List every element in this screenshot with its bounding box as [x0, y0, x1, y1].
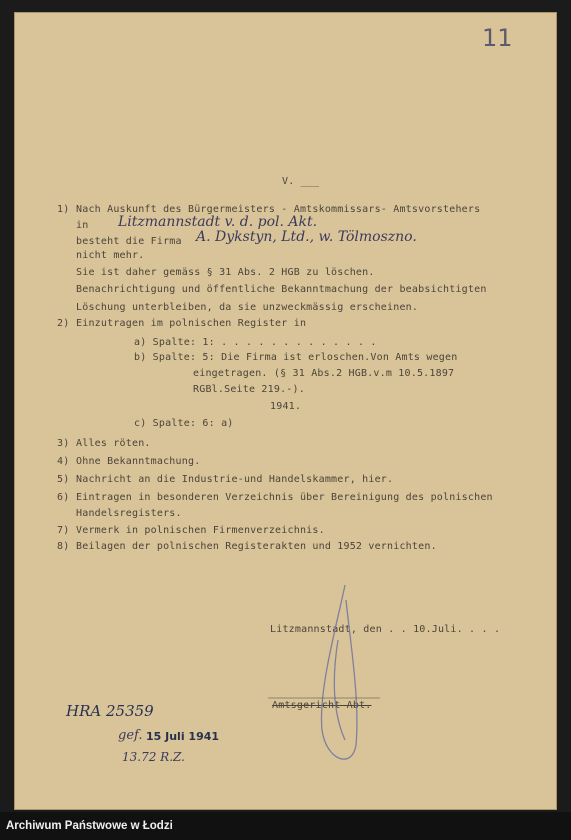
stamp-note: 13.72 R.Z. [122, 750, 185, 764]
line-number: 3) [57, 438, 70, 449]
stamp-initials: gef. [118, 728, 143, 743]
place-date: Litzmannstadt, den . . 10.Juli. . . . [270, 624, 501, 635]
stamp-reference: HRA 25359 [66, 702, 154, 720]
typed-line: Vermerk in polnischen Firmenverzeichnis. [76, 525, 325, 536]
typed-line: Alles röten. [76, 438, 151, 449]
typed-line: Einzutragen im polnischen Register in [76, 318, 307, 329]
typed-line: Löschung unterbleiben, da sie unzweckmässig erscheinen. [76, 302, 419, 313]
typed-line: Eintragen in besonderen Verzeichnis über Bereinigung des polnischen [76, 492, 493, 503]
archive-footer [0, 812, 571, 840]
line-number: 2) [57, 318, 70, 329]
typed-line: Beilagen der polnischen Registerakten und 1952 vernichten. [76, 541, 437, 552]
typed-line: b) Spalte: 5: Die Firma ist erloschen.Von Amts wegen [134, 352, 458, 363]
typed-line: Ohne Bekanntmachung. [76, 456, 201, 467]
header-mark: V. ___ [282, 176, 320, 187]
typed-line: besteht die Firma [76, 236, 182, 247]
handwritten-city: Litzmannstadt v. d. pol. Akt. [118, 214, 318, 230]
line-number: 8) [57, 541, 70, 552]
typed-line: RGBl.Seite 219.-). [193, 384, 305, 395]
typed-line: in [76, 220, 89, 231]
stamp-date: 15 Juli 1941 [146, 730, 220, 743]
typed-line: Nachricht an die Industrie-und Handelskammer, hier. [76, 474, 394, 485]
typed-line: eingetragen. (§ 31 Abs.2 HGB.v.m 10.5.1897 [193, 368, 455, 379]
typed-line: nicht mehr. [76, 250, 145, 261]
line-number: 7) [57, 525, 70, 536]
line-number: 6) [57, 492, 70, 503]
line-number: 1) [57, 204, 70, 215]
line-number: 4) [57, 456, 70, 467]
typed-line: Nach Auskunft des Bürgermeisters - Amtskommissars- Amtsvorstehers [76, 204, 481, 215]
court-signature-line: Amtsgericht Abt. [272, 700, 372, 711]
typed-line: 1941. [270, 401, 302, 412]
typed-line: Handelsregisters. [76, 508, 182, 519]
line-number: 5) [57, 474, 70, 485]
handwritten-firm: A. Dykstyn, Ltd., w. Tölmoszno. [196, 229, 417, 245]
archive-name: Archiwum Państwowe w Łodzi [6, 820, 173, 832]
typed-line: c) Spalte: 6: a) [134, 418, 234, 429]
typed-line: a) Spalte: 1: . . . . . . . . . . . . . [134, 337, 377, 348]
typed-line: Sie ist daher gemäss § 31 Abs. 2 HGB zu löschen. [76, 267, 375, 278]
typed-line: Benachrichtigung und öffentliche Bekanntmachung der beabsichtigten [76, 284, 487, 295]
page-number: 11 [482, 24, 513, 52]
